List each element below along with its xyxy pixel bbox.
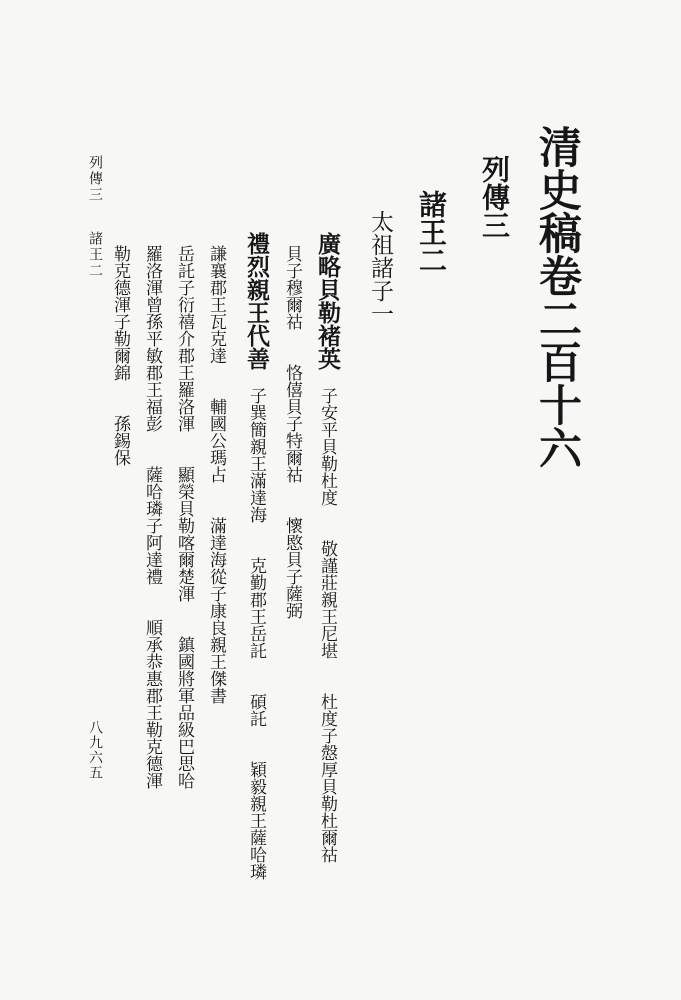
chapter-heading: 列傳三	[478, 155, 511, 239]
running-head-chapter: 列傳三	[87, 155, 103, 203]
entry-item: 岳託子衍禧介郡王羅洛渾	[174, 245, 194, 432]
contents-column-6	[143, 245, 160, 789]
contents-column-1	[316, 232, 339, 863]
entry-item: 孫錫保	[110, 415, 130, 466]
contents-column-5	[175, 245, 192, 789]
entry-item: 穎毅親王薩哈璘	[246, 761, 266, 880]
entry-item: 杜度子慤厚貝勒杜爾祜	[317, 693, 337, 863]
entry-item: 克勤郡王岳託	[246, 557, 266, 659]
entry-item: 鎮國將軍品級巴思哈	[174, 636, 194, 789]
contents-column-4	[207, 245, 224, 704]
entry-item: 順承恭惠郡王勒克德渾	[142, 619, 162, 789]
contents-column-7	[111, 245, 128, 466]
entry-item: 顯榮貝勒喀爾楚渾	[174, 466, 194, 602]
entry-item: 碩託	[246, 693, 266, 727]
contents-column-2	[283, 245, 300, 619]
entry-item: 恪僖貝子特爾祜	[282, 364, 302, 483]
entry-item: 貝子穆爾祜	[282, 245, 302, 330]
contents-column-3	[245, 232, 268, 880]
running-head	[88, 155, 102, 279]
entry-item: 子巽簡親王滿達海	[246, 387, 266, 523]
running-head-section: 諸王二	[87, 231, 103, 279]
entry-item: 輔國公瑪占	[206, 398, 226, 483]
section-heading: 諸王二	[415, 190, 448, 274]
entry-item: 羅洛渾曾孫平敏郡王福彭	[142, 245, 162, 432]
page-number: 八九六五	[87, 720, 103, 780]
subsection-heading: 太祖諸子一	[367, 210, 393, 325]
entry-item: 敬謹莊親王尼堪	[317, 540, 337, 659]
entry-item: 滿達海從子康良親王傑書	[206, 517, 226, 704]
entry-item: 謙襄郡王瓦克達	[206, 245, 226, 364]
entry-item: 子安平貝勒杜度	[317, 387, 337, 506]
entry-head: 廣略貝勒褚英	[314, 232, 341, 370]
entry-head: 禮烈親王代善	[243, 232, 270, 370]
entry-item: 薩哈璘子阿達禮	[142, 466, 162, 585]
entry-item: 勒克德渾子勒爾錦	[110, 245, 130, 381]
book-title: 清史稿卷二百十六	[532, 125, 582, 469]
entry-item: 懷愍貝子薩弼	[282, 517, 302, 619]
